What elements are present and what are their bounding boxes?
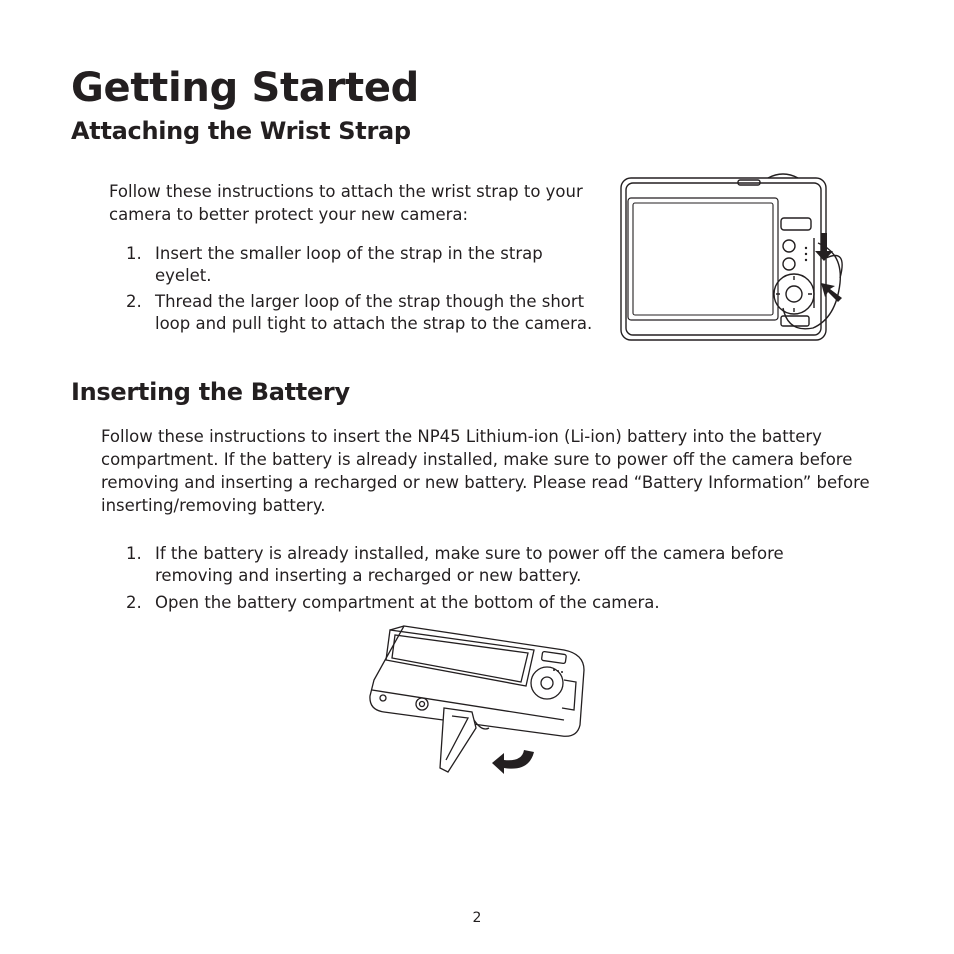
battery-intro xyxy=(101,425,870,517)
step-text: loop and pull tight to attach the strap to the camera. xyxy=(155,314,593,333)
page-number: 2 xyxy=(472,910,482,926)
curved-arrow-icon xyxy=(492,750,534,774)
step-text: removing and inserting a recharged or new battery. xyxy=(155,566,582,585)
camera-strap-illustration xyxy=(618,168,848,346)
step-text: If the battery is already installed, make sure to power off the camera before xyxy=(155,544,784,563)
step-text: Thread the larger loop of the strap though the short xyxy=(155,292,585,311)
step-number: 1. xyxy=(126,544,142,563)
step-number: 2. xyxy=(126,593,142,612)
battery-intro-line: compartment. If the battery is already installed, make sure to power off the camera before xyxy=(101,450,853,469)
battery-intro-line: inserting/removing battery. xyxy=(101,496,326,515)
list-item xyxy=(126,543,846,587)
list-item xyxy=(126,592,846,614)
step-text: Insert the smaller loop of the strap in the strap xyxy=(155,244,543,263)
battery-intro-line: removing and inserting a recharged or new battery. Please read “Battery Information” before xyxy=(101,473,870,492)
camera-battery-illustration xyxy=(364,620,590,776)
list-item xyxy=(126,291,606,335)
wrist-strap-intro-line: Follow these instructions to attach the wrist strap to your xyxy=(109,182,583,201)
step-number: 1. xyxy=(126,244,142,263)
battery-steps xyxy=(126,543,846,614)
page-title: Getting Started xyxy=(71,65,419,111)
wrist-strap-intro xyxy=(109,180,583,226)
wrist-strap-intro-line: camera to better protect your new camera: xyxy=(109,205,469,224)
step-text: Open the battery compartment at the bottom of the camera. xyxy=(155,593,660,612)
step-number: 2. xyxy=(126,292,142,311)
list-item xyxy=(126,243,606,287)
wrist-strap-steps xyxy=(126,243,606,335)
section-heading-wrist-strap: Attaching the Wrist Strap xyxy=(71,117,411,145)
battery-intro-line: Follow these instructions to insert the NP45 Lithium-ion (Li-ion) battery into the battery xyxy=(101,427,822,446)
section-heading-battery: Inserting the Battery xyxy=(71,378,350,406)
step-text: eyelet. xyxy=(155,266,212,285)
